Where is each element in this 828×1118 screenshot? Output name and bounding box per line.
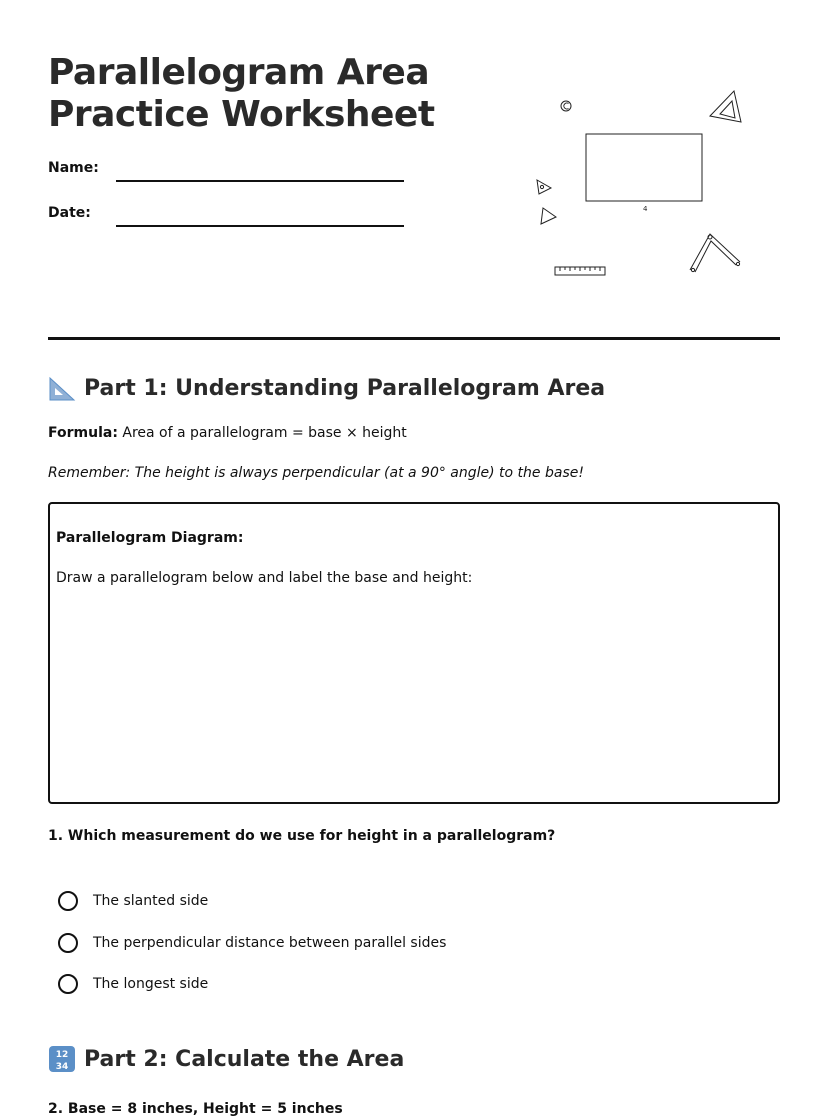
- formula-text: Area of a parallelogram = base × height: [117, 425, 407, 441]
- part1-heading-text: Part 1: Understanding Parallelogram Area: [84, 375, 606, 401]
- height-reminder: Remember: The height is always perpendicular (at a 90° angle) to the base!: [48, 465, 584, 481]
- small-triangle-outline-icon: [541, 208, 556, 224]
- set-square-icon: [710, 91, 741, 122]
- formula-line: [48, 425, 407, 441]
- input-numbers-icon: [48, 1045, 76, 1073]
- answer-option-label: The slanted side: [93, 893, 209, 909]
- ruler-icon: [555, 267, 605, 275]
- geometry-tools-illustration: [512, 58, 768, 288]
- radio-button[interactable]: [58, 933, 78, 953]
- svg-text:12: 12: [55, 1050, 69, 1060]
- date-line[interactable]: [116, 225, 404, 227]
- answer-option-1[interactable]: [58, 889, 208, 913]
- radio-button[interactable]: [58, 974, 78, 994]
- question-2: 2. Base = 8 inches, Height = 5 inches: [48, 1101, 343, 1117]
- title-line-1: Parallelogram Area: [48, 52, 430, 93]
- answer-option-label: The longest side: [93, 976, 209, 992]
- title-line-2: Practice Worksheet: [48, 94, 435, 135]
- answer-option-2[interactable]: [58, 931, 446, 955]
- small-triangle-icon: [537, 180, 551, 194]
- diagram-drawing-area[interactable]: [48, 502, 780, 804]
- diagram-instruction: Draw a parallelogram below and label the base and height:: [56, 570, 473, 586]
- formula-label: Formula:: [48, 425, 118, 441]
- copyright-symbol-icon: [561, 101, 571, 111]
- header-divider: [48, 337, 780, 340]
- answer-option-label: The perpendicular distance between parallel sides: [93, 935, 447, 951]
- date-label: Date:: [48, 205, 91, 221]
- question-1: 1. Which measurement do we use for height in a parallelogram?: [48, 828, 556, 844]
- svg-text:34: 34: [55, 1062, 69, 1072]
- rectangle-dimension-label: 4: [643, 205, 648, 213]
- answer-option-3[interactable]: [58, 972, 208, 996]
- radio-button[interactable]: [58, 891, 78, 911]
- name-line[interactable]: [116, 180, 404, 182]
- part2-heading: [48, 1045, 404, 1073]
- part1-heading: [48, 374, 605, 402]
- part2-heading-text: Part 2: Calculate the Area: [84, 1046, 405, 1072]
- name-label: Name:: [48, 160, 99, 176]
- triangular-ruler-icon: [48, 374, 76, 402]
- rectangle-shape-icon: [586, 134, 702, 201]
- diagram-title: Parallelogram Diagram:: [56, 530, 244, 546]
- worksheet-title: [48, 52, 435, 136]
- drawing-compass-icon: [690, 234, 740, 272]
